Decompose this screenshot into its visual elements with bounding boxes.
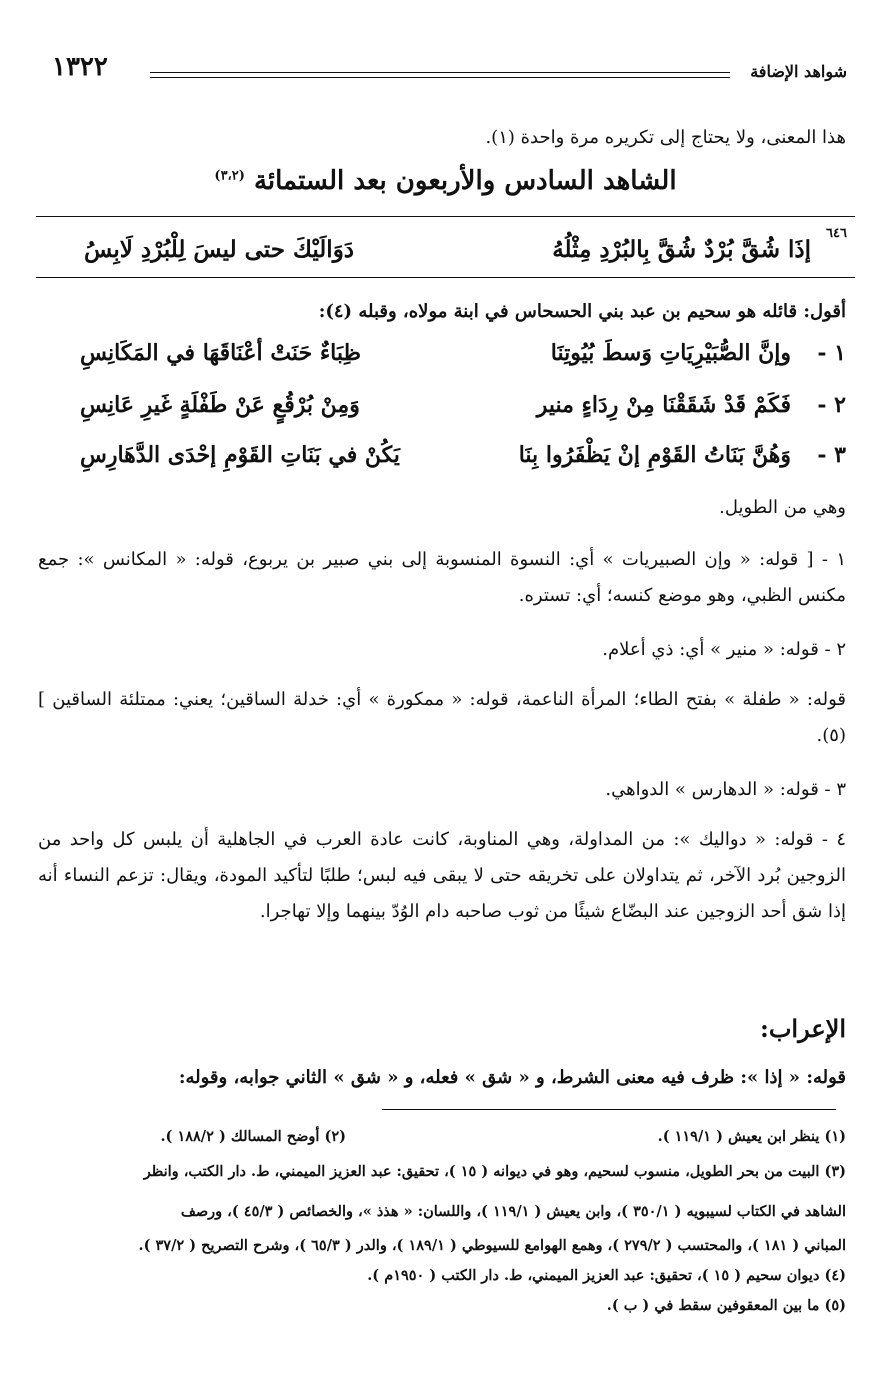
intro-line: هذا المعنى، ولا يحتاج إلى تكريره مرة واحدة (١). — [485, 127, 846, 148]
verse-bottom-rule — [36, 277, 855, 278]
footnote-3-line-2: الشاهد في الكتاب لسيبويه ( ٣٥٠/١ )، وابن يعيش ( ١١٩/١ )، واللسان: « هذذ »، والخصائص ( ٤٥/٣ )، ورصف — [180, 1203, 846, 1220]
poem-second-hemistich: وَمِنْ بُرْقُعٍ عَنْ طَفْلَةٍ غَيرِ عَانِسِ — [80, 392, 360, 418]
footnote-2: (٢) أوضح المسالك ( ١٨٨/٢ ). — [160, 1128, 346, 1145]
poem-first-hemistich: وَهُنَّ بَنَاتُ القَوْمِ إنْ يَظْفَرُوا بِنَا — [518, 442, 791, 468]
poem-second-hemistich: ظِبَاءٌ حَنَتْ أعْنَاقَهَا في المَكَانِسِ — [80, 340, 362, 366]
footnote-3-line-3: المباني ( ١٨١ )، والمحتسب ( ٢٧٩/٢ )، وهمع الهوامع للسيوطي ( ١٨٩/١ )، والدر ( ٦٥/٣ )، وشرح التصريح ( ٣٧/٢ ). — [138, 1237, 846, 1254]
verse-first-hemistich: إذَا شُقَّ بُرْدٌ شُقَّ بِالبُرْدِ مِثْلُهُ — [552, 236, 811, 263]
poem-first-hemistich: فَكَمْ قَدْ شَقَقْنَا مِنْ رِدَاءٍ منير — [536, 392, 791, 418]
poem-line — [80, 392, 846, 432]
commentary-5: ٤ - قوله: « دواليك »: من المداولة، وهي المناوبة، كانت عادة العرب في الجاهلية أن يلبس كل واحد من الزوجين بُرد الآخر، ثم يتداولان على تخريقه حتى لا يبقى فيه لبس؛ طلبًا لتأكيد المودة، ويقال: تزعم النساء أنه إذا شق أحد الزوجين عند البضّاع شيئًا من ثوب صاحبه دام الوُدّ بينهما وإلا تهاجرا. — [38, 829, 846, 922]
poem-line-number: ١ - — [817, 340, 846, 366]
poem-first-hemistich: وإنَّ الصُّبَيْرِيَاتِ وَسطَ بُيُوتِنَا — [550, 340, 791, 366]
poem-line-number: ٢ - — [817, 392, 846, 418]
footnote-5: (٥) ما بين المعقوفين سقط في ( ب ). — [606, 1297, 846, 1314]
footnote-1: (١) ينظر ابن يعيش ( ١١٩/١ ). — [657, 1128, 846, 1145]
running-title: شواهد الإضافة — [750, 62, 847, 81]
shahid-title-ref: (٣،٢) — [214, 168, 245, 184]
poem-second-hemistich: يَكُنْ في بَنَاتِ القَوْمِ إحْدَى الدَّهَارِسِ — [80, 442, 400, 468]
poem-line — [80, 340, 846, 380]
footnote-4: (٤) ديوان سحيم ( ١٥ )، تحقيق: عبد العزيز الميمني، ط. دار الكتب ( ١٩٥٠م ). — [367, 1267, 846, 1284]
commentary-1: ١ - [ قوله: « وإن الصبيريات » أي: النسوة المنسوبة إلى بني صبير بن يربوع، قوله: « المكانس »: جمع مكنس الظبي، وهو موضع كنسه؛ أي: تستره. — [38, 549, 846, 606]
footnote-rule — [382, 1109, 836, 1110]
poem-line — [80, 442, 846, 482]
irab-heading: الإعراب: — [759, 1014, 846, 1043]
header-rule — [150, 72, 730, 78]
footnote-pair — [38, 1128, 846, 1152]
commentary-3: قوله: « طفلة » بفتح الطاء؛ المرأة الناعمة، قوله: « ممكورة » أي: خدلة الساقين؛ يعني: ممتلئة الساقين ] (٥). — [38, 689, 846, 746]
commentary-4: ٣ - قوله: « الدهارس » الدواهي. — [605, 779, 846, 800]
meter-line: وهي من الطويل. — [719, 497, 846, 518]
shahid-title — [0, 166, 891, 196]
commentary-2: ٢ - قوله: « منير » أي: ذي أعلام. — [602, 639, 846, 660]
verse-top-rule — [36, 216, 855, 217]
shahid-title-text: الشاهد السادس والأربعون بعد الستمائة — [253, 166, 677, 196]
verse-second-hemistich: دَوَالَيْكَ حتى ليسَ لِلْبُرْدِ لَابِسُ — [84, 236, 355, 263]
page-number: ١٣٢٢ — [52, 52, 108, 82]
irab-text: قوله: « إذا »: ظرف فيه معنى الشرط، و « شق » فعله، و « شق » الثاني جوابه، وقوله: — [178, 1067, 846, 1088]
footnote-3-line-1: (٣) البيت من بحر الطويل، منسوب لسحيم، وهو في ديوانه ( ١٥ )، تحقيق: عبد العزيز الميمني، ط. دار الكتب، وانظر — [143, 1163, 846, 1180]
aqulu-line: أقول: قائله هو سحيم بن عبد بني الحسحاس في ابنة مولاه، وقبله (٤): — [318, 301, 846, 322]
poem-line-number: ٣ - — [817, 442, 846, 468]
verse-number: ٦٤٦ — [826, 226, 847, 241]
